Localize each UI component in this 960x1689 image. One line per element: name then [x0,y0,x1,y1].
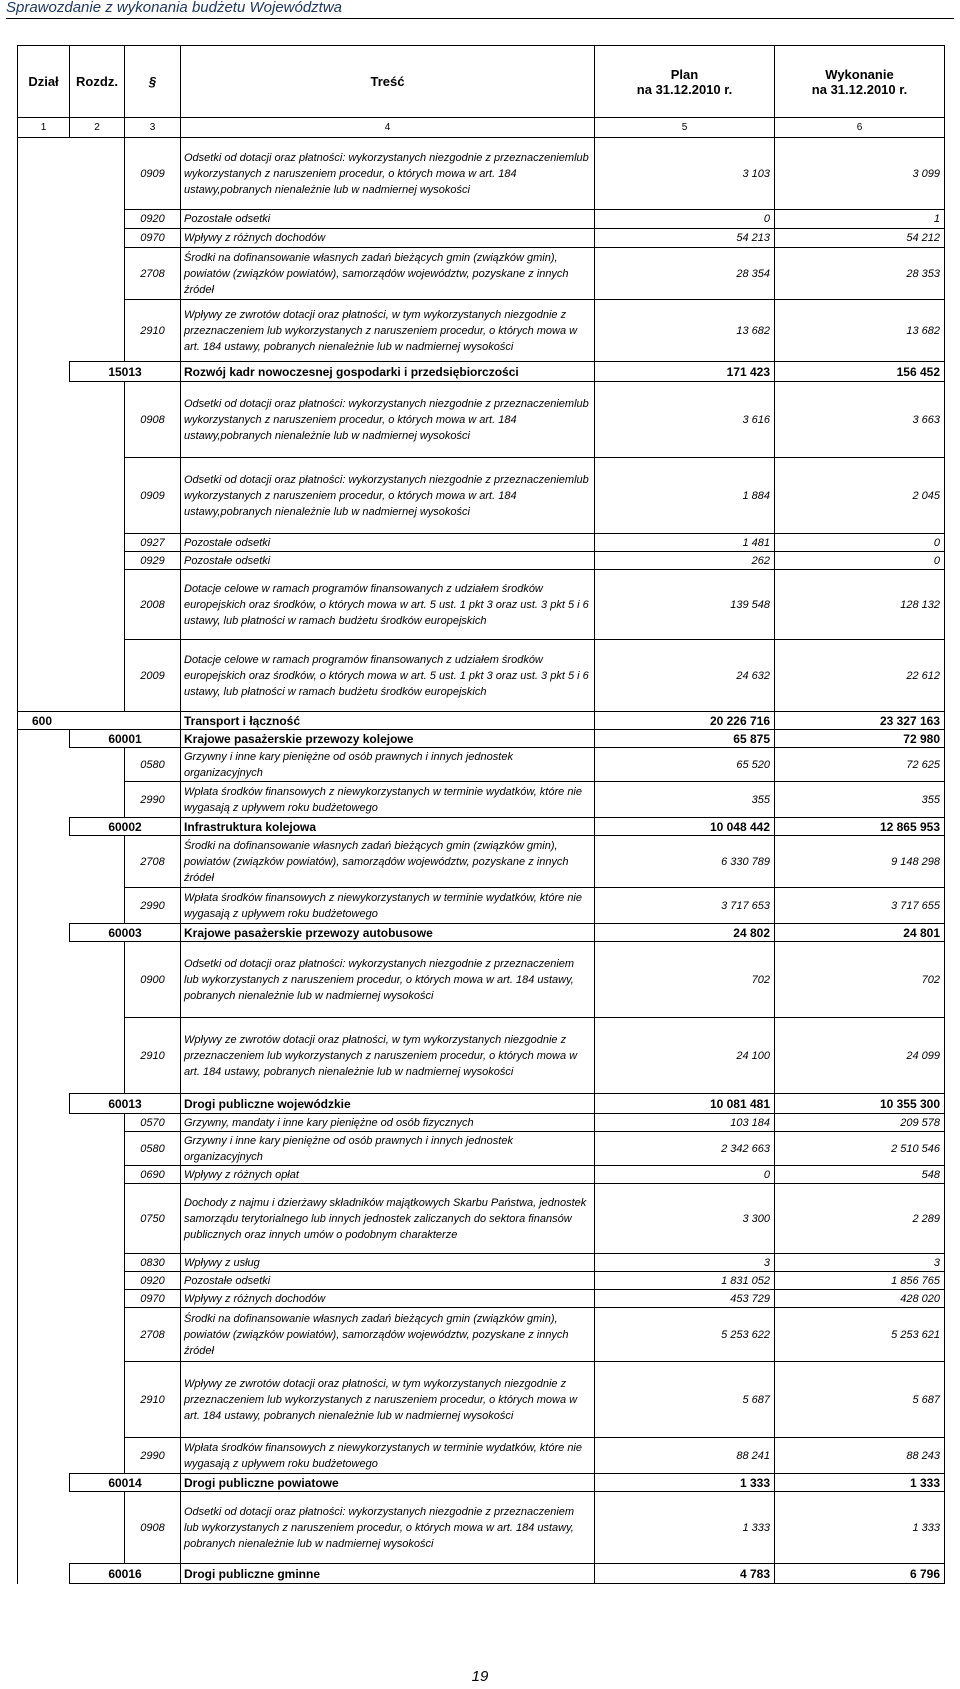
cell-paragraph: 0580 [125,748,181,782]
cell-empty [18,1492,70,1564]
cell-plan: 3 300 [595,1184,775,1254]
cell-plan: 65 875 [595,730,775,748]
cell-plan: 24 802 [595,924,775,942]
table-row [18,534,945,552]
cell-text: Odsetki od dotacji oraz płatności: wykorzystanych niezgodnie z przeznaczeniem lub wykorzystanych z naruszeniem procedur, o których mowa w art. 184 ustawy, pobranych nienależnie lub w nadmiernej wysokości [181,1492,595,1564]
cell-plan: 1 333 [595,1492,775,1564]
cell-plan: 10 048 442 [595,818,775,836]
cell-empty [70,1184,125,1254]
cell-wykonanie: 0 [775,552,945,570]
cell-plan: 24 632 [595,640,775,712]
table-row [18,138,945,210]
cell-text: Krajowe pasażerskie przewozy autobusowe [181,924,595,942]
cell-empty [18,1272,70,1290]
cell-plan: 10 081 481 [595,1094,775,1114]
cell-plan: 1 831 052 [595,1272,775,1290]
cell-rozdzial: 60016 [70,1564,181,1584]
cell-empty [70,458,125,534]
cell-empty [70,1018,125,1094]
cell-text: Środki na dofinansowanie własnych zadań bieżących gmin (związków gmin), powiatów (związków powiatów), samorządów województw, pozyskane z innych źródeł [181,248,595,300]
cell-plan: 65 520 [595,748,775,782]
cell-empty [18,782,70,818]
cell-text: Wpłata środków finansowych z niewykorzystanych w terminie wydatków, które nie wygasają z upływem roku budżetowego [181,1438,595,1474]
cell-plan: 103 184 [595,1114,775,1132]
cell-empty [70,300,125,362]
header-wyk-line1: Wykonanie [825,66,894,82]
cell-plan: 88 241 [595,1438,775,1474]
col-number: 2 [70,118,125,138]
cell-wykonanie: 23 327 163 [775,712,945,730]
cell-empty [18,1094,70,1114]
cell-text: Pozostałe odsetki [181,552,595,570]
cell-rozdzial: 60014 [70,1474,181,1492]
cell-empty [18,570,70,640]
cell-paragraph: 0909 [125,458,181,534]
header-wykonanie [775,46,945,118]
cell-empty [18,300,70,362]
cell-plan: 28 354 [595,248,775,300]
cell-wykonanie: 428 020 [775,1290,945,1308]
cell-plan: 139 548 [595,570,775,640]
cell-wykonanie: 88 243 [775,1438,945,1474]
page-header-title: Sprawozdanie z wykonania budżetu Województwa [6,0,954,19]
cell-wykonanie: 72 980 [775,730,945,748]
cell-paragraph: 2990 [125,888,181,924]
cell-text: Dochody z najmu i dzierżawy składników majątkowych Skarbu Państwa, jednostek samorządu terytorialnego lub innych jednostek zaliczanych do sektora finansów publicznych oraz innych umów o podobnym charakterze [181,1184,595,1254]
cell-empty [70,1272,125,1290]
cell-wykonanie: 5 687 [775,1362,945,1438]
table-row [18,782,945,818]
cell-empty [18,1254,70,1272]
cell-plan: 24 100 [595,1018,775,1094]
cell-wykonanie: 1 333 [775,1474,945,1492]
header-tresc: Treść [181,46,595,118]
cell-text: Środki na dofinansowanie własnych zadań bieżących gmin (związków gmin), powiatów (związków powiatów), samorządów województw, pozyskane z innych źródeł [181,836,595,888]
cell-paragraph: 0927 [125,534,181,552]
cell-empty [70,1290,125,1308]
table-row [18,1018,945,1094]
cell-wykonanie: 702 [775,942,945,1018]
cell-paragraph: 0900 [125,942,181,1018]
cell-plan: 20 226 716 [595,712,775,730]
table-row [18,1290,945,1308]
table-row [18,1362,945,1438]
header-plan [595,46,775,118]
cell-text: Odsetki od dotacji oraz płatności: wykorzystanych niezgodnie z przeznaczeniem lub wykorzystanych z naruszeniem procedur, o których mowa w art. 184 ustawy, pobranych nienależnie lub w nadmiernej wysokości [181,942,595,1018]
cell-empty [18,1308,70,1362]
cell-paragraph: 2708 [125,836,181,888]
table-row [18,640,945,712]
cell-paragraph: 0970 [125,1290,181,1308]
cell-wykonanie: 0 [775,534,945,552]
cell-wykonanie: 22 612 [775,640,945,712]
cell-text: Wpływy z usług [181,1254,595,1272]
cell-empty [18,1114,70,1132]
cell-paragraph: 2910 [125,300,181,362]
table-row [18,1272,945,1290]
cell-text: Wpływy ze zwrotów dotacji oraz płatności, w tym wykorzystanych niezgodnie z przeznaczeniem lub wykorzystanych z naruszeniem procedur, o których mowa w art. 184 ustawy, pobranych nienależnie lub w nadmiernej wysokości [181,1018,595,1094]
section-row [18,712,945,730]
cell-wykonanie: 28 353 [775,248,945,300]
cell-empty [70,534,125,552]
cell-plan: 3 616 [595,382,775,458]
col-number: 5 [595,118,775,138]
cell-text: Pozostałe odsetki [181,1272,595,1290]
cell-text: Krajowe pasażerskie przewozy kolejowe [181,730,595,748]
cell-empty [18,924,70,942]
cell-empty [18,1018,70,1094]
cell-empty [18,382,70,458]
cell-plan: 1 884 [595,458,775,534]
cell-plan: 1 333 [595,1474,775,1492]
cell-text: Pozostałe odsetki [181,210,595,229]
cell-wykonanie: 2 510 546 [775,1132,945,1166]
cell-empty [70,138,125,210]
cell-paragraph: 0920 [125,210,181,229]
cell-empty [70,229,125,248]
cell-plan: 13 682 [595,300,775,362]
cell-paragraph: 2990 [125,1438,181,1474]
cell-paragraph: 2009 [125,640,181,712]
table-row [18,552,945,570]
cell-plan: 3 [595,1254,775,1272]
cell-wykonanie: 3 099 [775,138,945,210]
header-plan-line1: Plan [670,66,699,82]
cell-empty [18,836,70,888]
cell-empty [18,1132,70,1166]
cell-empty [18,1438,70,1474]
cell-text: Rozwój kadr nowoczesnej gospodarki i przedsiębiorczości [181,362,595,382]
cell-paragraph: 0750 [125,1184,181,1254]
cell-empty [70,382,125,458]
cell-empty [18,1564,70,1584]
cell-plan: 6 330 789 [595,836,775,888]
cell-paragraph: 0920 [125,1272,181,1290]
table-row [18,458,945,534]
cell-empty [18,534,70,552]
cell-text: Drogi publiczne powiatowe [181,1474,595,1492]
cell-paragraph: 2990 [125,782,181,818]
cell-text: Dotacje celowe w ramach programów finansowanych z udziałem środków europejskich oraz środków, o których mowa w art. 5 ust. 1 pkt 3 oraz ust. 3 pkt 5 i 6 ustawy, lub płatności w ramach budżetu środków europejskich [181,570,595,640]
cell-plan: 453 729 [595,1290,775,1308]
cell-text: Środki na dofinansowanie własnych zadań bieżących gmin (związków gmin), powiatów (związków powiatów), samorządów województw, pozyskane z innych źródeł [181,1308,595,1362]
cell-empty [18,229,70,248]
cell-empty [18,748,70,782]
chapter-row [18,1564,945,1584]
cell-wykonanie: 209 578 [775,1114,945,1132]
table-row [18,210,945,229]
cell-plan: 4 783 [595,1564,775,1584]
cell-empty [70,1132,125,1166]
cell-empty [18,362,70,382]
cell-text: Dotacje celowe w ramach programów finansowanych z udziałem środków europejskich oraz środków, o których mowa w art. 5 ust. 1 pkt 3 oraz ust. 3 pkt 5 i 6 ustawy, lub płatności w ramach budżetu środków europejskich [181,640,595,712]
cell-empty [70,782,125,818]
cell-wykonanie: 3 [775,1254,945,1272]
cell-text: Infrastruktura kolejowa [181,818,595,836]
cell-wykonanie: 24 099 [775,1018,945,1094]
cell-empty [70,1308,125,1362]
cell-empty [70,942,125,1018]
cell-text: Wpływy z różnych opłat [181,1166,595,1184]
table-row [18,300,945,362]
cell-wykonanie: 1 [775,210,945,229]
cell-wykonanie: 1 333 [775,1492,945,1564]
cell-plan: 5 253 622 [595,1308,775,1362]
cell-empty [18,1184,70,1254]
col-number: 4 [181,118,595,138]
cell-wykonanie: 156 452 [775,362,945,382]
cell-text: Grzywny i inne kary pieniężne od osób prawnych i innych jednostek organizacyjnych [181,1132,595,1166]
cell-rozdzial: 60013 [70,1094,181,1114]
cell-empty [18,1362,70,1438]
cell-empty [18,552,70,570]
cell-empty [18,1474,70,1492]
cell-empty [70,552,125,570]
header-dzial: Dział [18,46,70,118]
cell-text: Transport i łączność [181,712,595,730]
cell-plan: 5 687 [595,1362,775,1438]
header-paragraph: § [125,46,181,118]
col-number: 1 [18,118,70,138]
cell-text: Wpływy ze zwrotów dotacji oraz płatności, w tym wykorzystanych niezgodnie z przeznaczeniem lub wykorzystanych z naruszeniem procedur, o których mowa w art. 184 ustawy, pobranych nienależnie lub w nadmiernej wysokości [181,1362,595,1438]
cell-paragraph: 0929 [125,552,181,570]
table-row [18,1254,945,1272]
cell-wykonanie: 3 717 655 [775,888,945,924]
table-row [18,1438,945,1474]
cell-paragraph: 0908 [125,1492,181,1564]
chapter-row [18,924,945,942]
cell-empty [70,640,125,712]
cell-empty [70,1166,125,1184]
table-row [18,229,945,248]
chapter-row [18,1094,945,1114]
cell-empty [18,1166,70,1184]
table-row [18,1308,945,1362]
header-rozdz: Rozdz. [70,46,125,118]
cell-empty [18,640,70,712]
cell-text: Grzywny i inne kary pieniężne od osób prawnych i innych jednostek organizacyjnych [181,748,595,782]
cell-empty [70,836,125,888]
cell-rozdzial: 60002 [70,818,181,836]
cell-plan: 3 103 [595,138,775,210]
table-row [18,1166,945,1184]
cell-empty [18,248,70,300]
cell-empty [18,138,70,210]
cell-paragraph: 0909 [125,138,181,210]
cell-empty [18,1290,70,1308]
cell-wykonanie: 12 865 953 [775,818,945,836]
cell-wykonanie: 24 801 [775,924,945,942]
cell-empty [70,1254,125,1272]
cell-empty [18,818,70,836]
col-number: 6 [775,118,945,138]
cell-paragraph: 2708 [125,1308,181,1362]
header-plan-line2: na 31.12.2010 r. [636,81,733,97]
table-row [18,1132,945,1166]
cell-dzial: 600 [18,712,181,730]
cell-empty [18,942,70,1018]
cell-wykonanie: 2 045 [775,458,945,534]
cell-empty [18,888,70,924]
cell-rozdzial: 60001 [70,730,181,748]
cell-rozdzial: 60003 [70,924,181,942]
cell-plan: 355 [595,782,775,818]
page-number: 19 [471,1668,489,1685]
cell-plan: 1 481 [595,534,775,552]
cell-text: Pozostałe odsetki [181,534,595,552]
cell-text: Grzywny, mandaty i inne kary pieniężne od osób fizycznych [181,1114,595,1132]
cell-paragraph: 2708 [125,248,181,300]
cell-empty [70,748,125,782]
table-row [18,748,945,782]
cell-wykonanie: 10 355 300 [775,1094,945,1114]
cell-empty [70,1492,125,1564]
chapter-row [18,730,945,748]
table-row [18,1492,945,1564]
cell-paragraph: 0570 [125,1114,181,1132]
cell-rozdzial: 15013 [70,362,181,382]
cell-text: Odsetki od dotacji oraz płatności: wykorzystanych niezgodnie z przeznaczeniemlub wykorzystanych z naruszeniem procedur, o których mowa w art. 184 ustawy,pobranych nienależnie lub w nadmiernej wysokości [181,382,595,458]
cell-paragraph: 0580 [125,1132,181,1166]
table-row [18,1184,945,1254]
cell-paragraph: 0970 [125,229,181,248]
cell-text: Wpłata środków finansowych z niewykorzystanych w terminie wydatków, które nie wygasają z upływem roku budżetowego [181,888,595,924]
cell-text: Wpłata środków finansowych z niewykorzystanych w terminie wydatków, które nie wygasają z upływem roku budżetowego [181,782,595,818]
cell-paragraph: 2910 [125,1018,181,1094]
cell-empty [70,1114,125,1132]
cell-empty [18,458,70,534]
cell-plan: 0 [595,210,775,229]
cell-text: Odsetki od dotacji oraz płatności: wykorzystanych niezgodnie z przeznaczeniemlub wykorzystanych z naruszeniem procedur, o których mowa w art. 184 ustawy,pobranych nienależnie lub w nadmiernej wysokości [181,138,595,210]
table-row [18,570,945,640]
cell-wykonanie: 54 212 [775,229,945,248]
cell-plan: 0 [595,1166,775,1184]
chapter-row [18,818,945,836]
cell-wykonanie: 72 625 [775,748,945,782]
table-row [18,382,945,458]
cell-empty [70,570,125,640]
budget-table [17,45,945,1584]
cell-wykonanie: 2 289 [775,1184,945,1254]
cell-text: Drogi publiczne wojewódzkie [181,1094,595,1114]
cell-wykonanie: 128 132 [775,570,945,640]
cell-empty [70,1438,125,1474]
table-row [18,942,945,1018]
cell-paragraph: 2910 [125,1362,181,1438]
col-number: 3 [125,118,181,138]
cell-plan: 3 717 653 [595,888,775,924]
cell-wykonanie: 3 663 [775,382,945,458]
cell-wykonanie: 5 253 621 [775,1308,945,1362]
chapter-row [18,1474,945,1492]
cell-plan: 171 423 [595,362,775,382]
cell-text: Wpływy z różnych dochodów [181,1290,595,1308]
table-row [18,1114,945,1132]
cell-plan: 702 [595,942,775,1018]
cell-paragraph: 0830 [125,1254,181,1272]
cell-empty [70,210,125,229]
cell-wykonanie: 9 148 298 [775,836,945,888]
cell-empty [70,248,125,300]
cell-plan: 2 342 663 [595,1132,775,1166]
cell-wykonanie: 1 856 765 [775,1272,945,1290]
cell-paragraph: 0908 [125,382,181,458]
cell-wykonanie: 13 682 [775,300,945,362]
cell-plan: 262 [595,552,775,570]
table-row [18,888,945,924]
table-row [18,836,945,888]
cell-text: Odsetki od dotacji oraz płatności: wykorzystanych niezgodnie z przeznaczeniemlub wykorzystanych z naruszeniem procedur, o których mowa w art. 184 ustawy,pobranych nienależnie lub w nadmiernej wysokości [181,458,595,534]
cell-wykonanie: 6 796 [775,1564,945,1584]
cell-empty [70,888,125,924]
cell-text: Drogi publiczne gminne [181,1564,595,1584]
chapter-row [18,362,945,382]
cell-empty [18,730,70,748]
header-wyk-line2: na 31.12.2010 r. [811,81,908,97]
cell-paragraph: 0690 [125,1166,181,1184]
cell-text: Wpływy z różnych dochodów [181,229,595,248]
table-row [18,248,945,300]
cell-paragraph: 2008 [125,570,181,640]
cell-empty [70,1362,125,1438]
cell-text: Wpływy ze zwrotów dotacji oraz płatności, w tym wykorzystanych niezgodnie z przeznaczeniem lub wykorzystanych z naruszeniem procedur, o których mowa w art. 184 ustawy, pobranych nienależnie lub w nadmiernej wysokości [181,300,595,362]
cell-plan: 54 213 [595,229,775,248]
cell-wykonanie: 355 [775,782,945,818]
cell-wykonanie: 548 [775,1166,945,1184]
cell-empty [18,210,70,229]
